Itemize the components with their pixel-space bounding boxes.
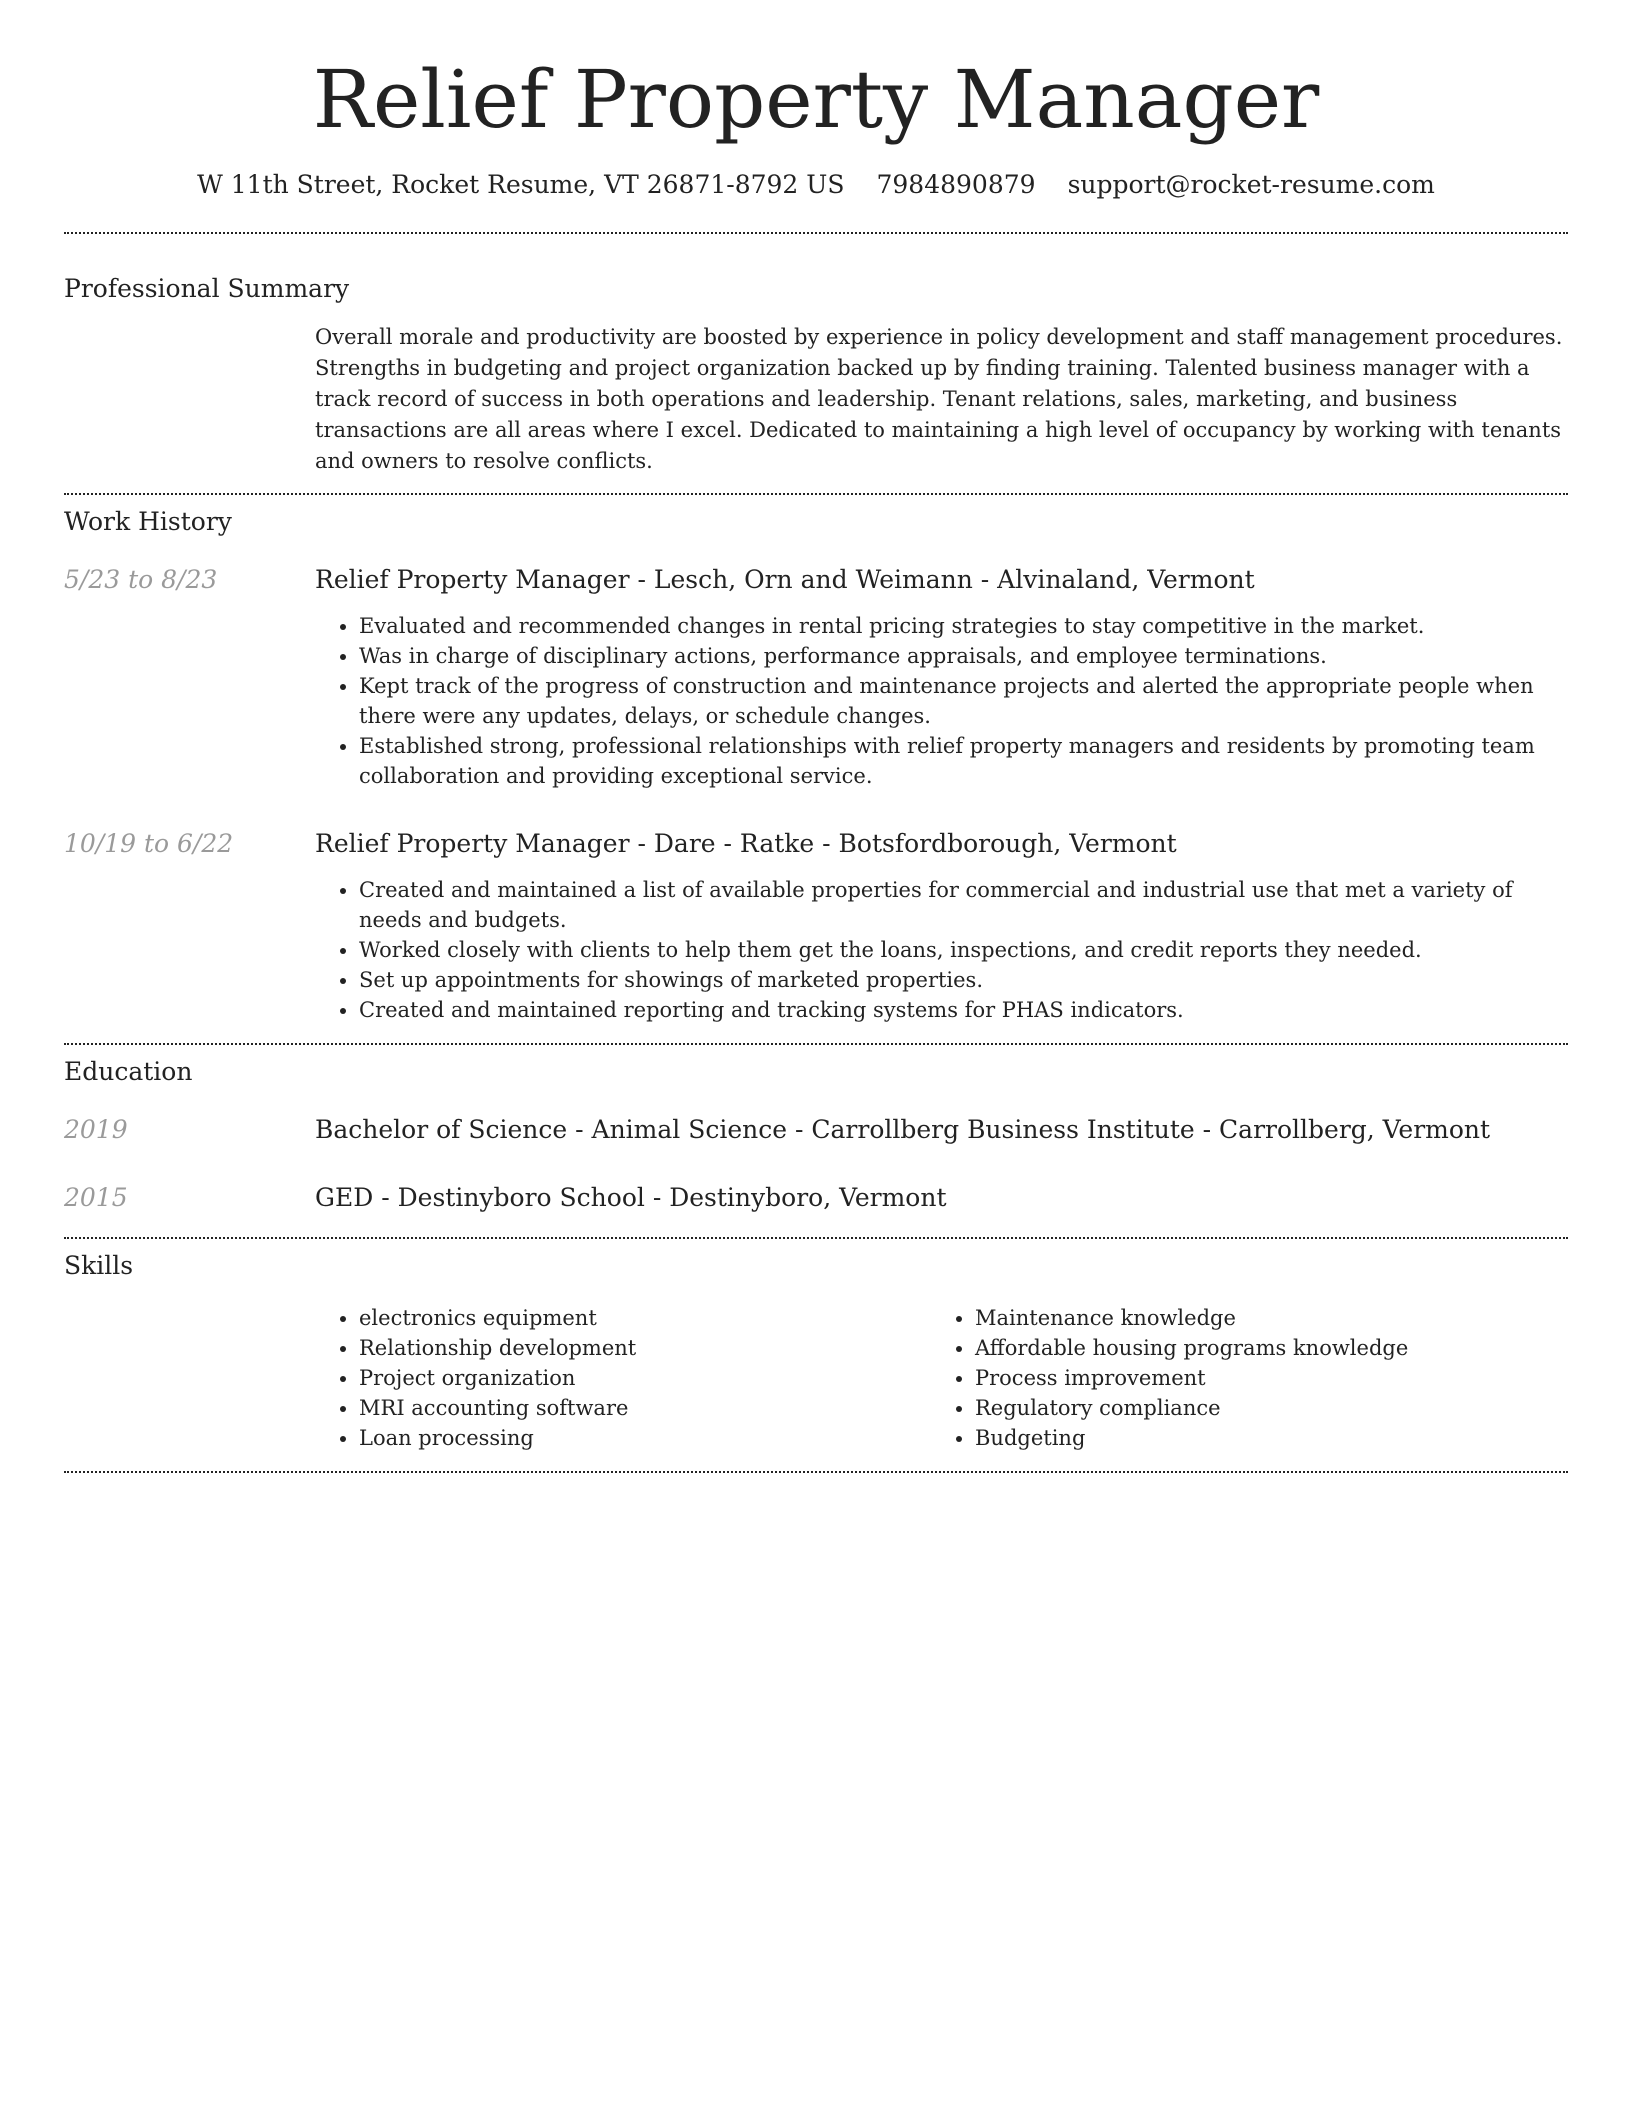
- education-year: 2015: [64, 1183, 128, 1212]
- job-heading: Relief Property Manager - Lesch, Orn and Weimann - Alvinaland, Vermont: [315, 565, 1255, 594]
- job-dates: 10/19 to 6/22: [64, 829, 234, 858]
- education-entry: [64, 1181, 1568, 1215]
- education-heading: Bachelor of Science - Animal Science - Carrollberg Business Institute - Carrollberg, Vermont: [315, 1115, 1491, 1144]
- summary-section: [64, 272, 1568, 477]
- skills-list-column-2: [931, 1303, 1501, 1453]
- section-divider: [64, 1237, 1568, 1239]
- list-item: • Evaluated and recommended changes in rental pricing strategies to stay competitive in the market.: [359, 611, 1568, 641]
- section-divider: [64, 1471, 1568, 1473]
- list-item: • Process improvement: [975, 1363, 1501, 1393]
- contact-phone: 7984890879: [876, 170, 1036, 199]
- education-year: 2019: [64, 1115, 128, 1144]
- job-entry: [64, 827, 1568, 1025]
- list-item: • Loan processing: [359, 1423, 885, 1453]
- skills-section-title: Skills: [64, 1251, 134, 1280]
- contact-address: W 11th Street, Rocket Resume, VT 26871-8792 US: [197, 170, 845, 199]
- list-item: • electronics equipment: [359, 1303, 885, 1333]
- job-heading: Relief Property Manager - Dare - Ratke - Botsfordborough, Vermont: [315, 829, 1177, 858]
- contact-line: [64, 168, 1568, 202]
- skills-section: [64, 1249, 1568, 1453]
- list-item: • Created and maintained a list of available properties for commercial and industrial use that met a variety of needs and budgets.: [359, 875, 1568, 935]
- section-divider: [64, 1043, 1568, 1045]
- work-history-section: [64, 505, 1568, 1025]
- list-item: • Established strong, professional relationships with relief property managers and residents by promoting team collaboration and providing exceptional service.: [359, 731, 1568, 791]
- section-divider: [64, 493, 1568, 495]
- resume-page: [64, 0, 1568, 1473]
- job-entry: [64, 563, 1568, 791]
- candidate-name: Relief Property Manager: [312, 53, 1320, 146]
- list-item: • Regulatory compliance: [975, 1393, 1501, 1423]
- section-divider: [64, 232, 1568, 234]
- education-section-title: Education: [64, 1057, 193, 1086]
- list-item: • Kept track of the progress of construction and maintenance projects and alerted the appropriate people when there were any updates, delays, or schedule changes.: [359, 671, 1568, 731]
- summary-section-title: Professional Summary: [64, 274, 350, 303]
- list-item: • MRI accounting software: [359, 1393, 885, 1423]
- list-item: • Created and maintained reporting and tracking systems for PHAS indicators.: [359, 995, 1568, 1025]
- job-duties-list: [315, 611, 1568, 791]
- education-section: [64, 1055, 1568, 1215]
- list-item: • Relationship development: [359, 1333, 885, 1363]
- list-item: • Was in charge of disciplinary actions, performance appraisals, and employee terminations.: [359, 641, 1568, 671]
- list-item: • Budgeting: [975, 1423, 1501, 1453]
- list-item: • Affordable housing programs knowledge: [975, 1333, 1501, 1363]
- summary-text: Overall morale and productivity are boosted by experience in policy development and staff management procedures. Strengths in budgeting and project organization backed up by finding training. Talented business manager with a track record of success in both operations and leadership. Tenant relations, sales, marketing, and business transactions are all areas where I excel. Dedicated to maintaining a high level of occupancy by working with tenants and owners to resolve conflicts.: [315, 325, 1563, 473]
- skills-list-column-1: [315, 1303, 885, 1453]
- job-dates: 5/23 to 8/23: [64, 565, 218, 594]
- job-duties-list: [315, 875, 1568, 1025]
- education-entry: [64, 1113, 1568, 1147]
- education-heading: GED - Destinyboro School - Destinyboro, Vermont: [315, 1183, 947, 1212]
- list-item: • Worked closely with clients to help them get the loans, inspections, and credit reports they needed.: [359, 935, 1568, 965]
- list-item: • Set up appointments for showings of marketed properties.: [359, 965, 1568, 995]
- work-history-section-title: Work History: [64, 507, 232, 536]
- list-item: • Project organization: [359, 1363, 885, 1393]
- list-item: • Maintenance knowledge: [975, 1303, 1501, 1333]
- contact-email: support@rocket-resume.com: [1067, 170, 1435, 199]
